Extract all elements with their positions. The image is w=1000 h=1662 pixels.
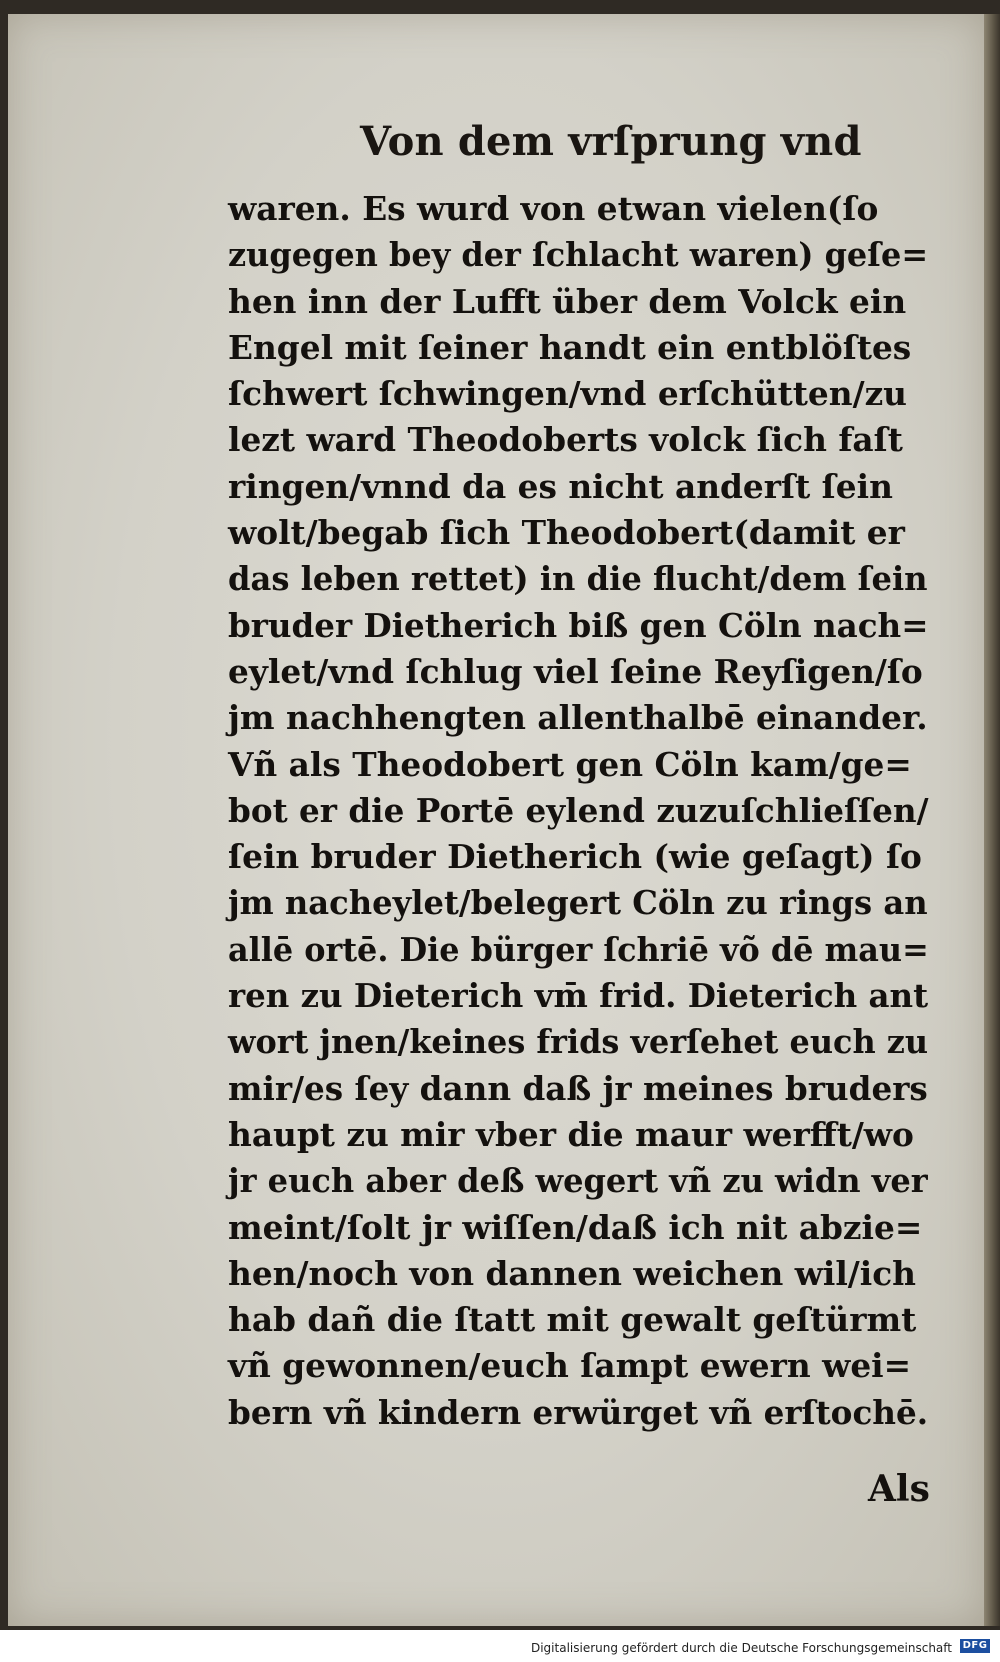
text-line: eylet/vnd ſchlug viel ſeine Reyſigen/ſo — [228, 651, 923, 691]
text-line: zugegen bey der ſchlacht waren) geſe= — [228, 235, 929, 275]
text-line: haupt zu mir vber die maur werfft/wo — [228, 1114, 914, 1154]
text-line: Vñ als Theodobert gen Cöln kam/ge= — [228, 744, 912, 784]
text-line: Engel mit ſeiner handt ein entblöſtes — [228, 327, 912, 367]
text-line: wolt/begab ſich Theodobert(damit er — [228, 513, 905, 553]
text-line: wort jnen/keines frids verſehet euch zu — [228, 1022, 929, 1062]
text-line: hen inn der Lufft über dem Volck ein — [228, 281, 907, 321]
page-edge — [984, 14, 1000, 1626]
running-head: Von dem vrſprung vnd — [360, 118, 862, 165]
digitization-credit: Digitalisierung gefördert durch die Deutsche Forschungsgemeinschaft — [530, 1641, 952, 1655]
catchword: Als — [868, 1468, 930, 1510]
text-line: jm nacheylet/belegert Cöln zu rings an — [228, 883, 928, 923]
text-line: hab dañ die ſtatt mit gewalt geſtürmt — [228, 1300, 917, 1340]
body-text — [228, 186, 933, 1436]
text-line: jm nachhengten allenthalbē einander. — [228, 698, 928, 738]
text-line: allē ortē. Die bürger ſchriē võ dē mau= — [228, 929, 929, 969]
text-line: das leben rettet) in die flucht/dem ſein — [228, 559, 928, 599]
text-line: vñ gewonnen/euch ſampt ewern wei= — [228, 1346, 912, 1386]
text-line: ren zu Dieterich vm̄ frid. Dieterich ant — [228, 976, 929, 1016]
text-line: bruder Dietherich biß gen Cöln nach= — [228, 605, 929, 645]
text-line: ſchwert ſchwingen/vnd erſchütten/zu — [228, 374, 908, 414]
text-line: waren. Es wurd von etwan vielen(ſo — [228, 189, 879, 228]
text-line: bot er die Portē eylend zuzuſchlieſſen/ — [228, 790, 929, 830]
text-line: lezt ward Theodoberts volck ſich faſt — [228, 420, 903, 460]
text-line: ringen/vnnd da es nicht anderſt ſein — [228, 466, 893, 506]
text-line: hen/noch von dannen weichen wil/ich — [228, 1253, 917, 1293]
text-line: meint/ſolt jr wiſſen/daß ich nit abzie= — [228, 1207, 923, 1247]
text-line: bern vñ kindern erwürget vñ erſtochē. — [228, 1392, 929, 1432]
text-line: jr euch aber deß wegert vñ zu widn ver — [228, 1161, 928, 1201]
text-line: mir/es ſey dann daß jr meines bruders — [228, 1068, 928, 1108]
dfg-logo[interactable]: DFG — [960, 1639, 990, 1653]
text-line: ſein bruder Dietherich (wie geſagt) ſo — [228, 837, 922, 877]
